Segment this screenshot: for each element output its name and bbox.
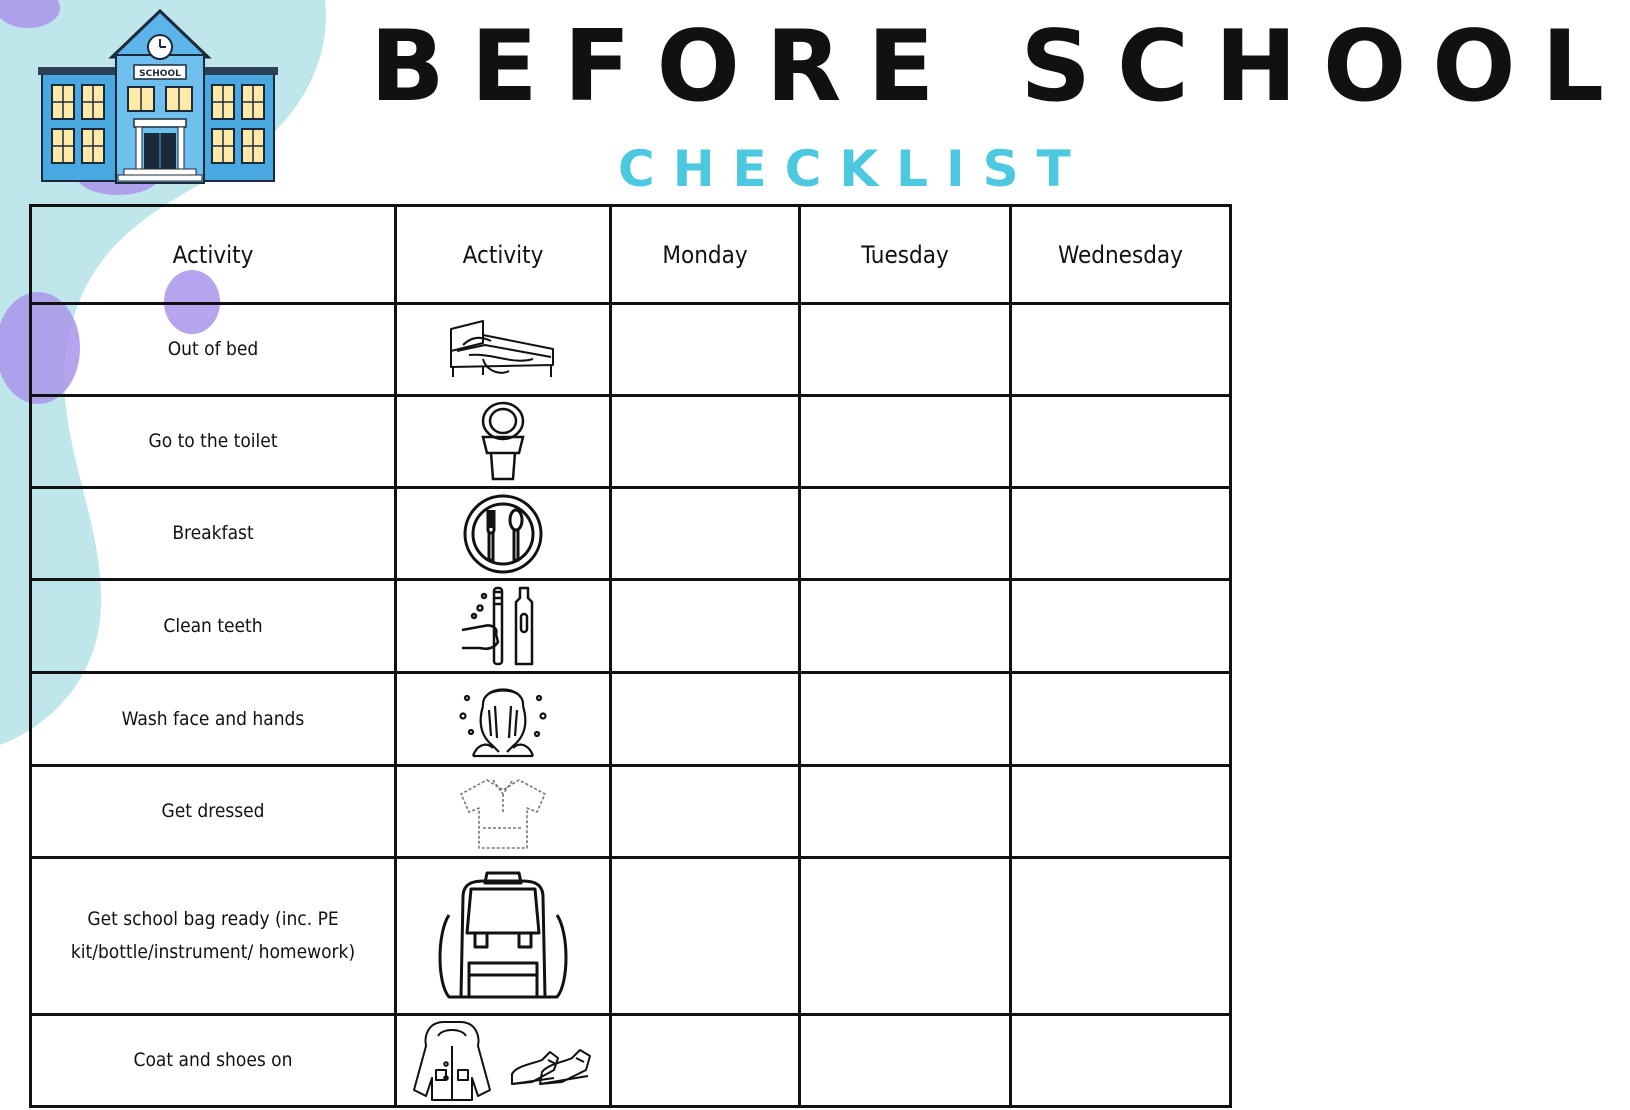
table-row bbox=[31, 673, 1231, 766]
wash-face-icon bbox=[453, 676, 553, 762]
check-cell[interactable] bbox=[611, 488, 800, 580]
table-row bbox=[31, 858, 1231, 1015]
check-cell[interactable] bbox=[611, 304, 800, 396]
check-cell[interactable] bbox=[800, 673, 1011, 766]
check-cell[interactable] bbox=[800, 766, 1011, 858]
column-header: Activity bbox=[396, 206, 611, 304]
check-cell[interactable] bbox=[1011, 488, 1231, 580]
check-cell[interactable] bbox=[800, 396, 1011, 488]
check-cell[interactable] bbox=[611, 673, 800, 766]
check-cell[interactable] bbox=[1011, 396, 1231, 488]
table-row bbox=[31, 1015, 1231, 1107]
table-row bbox=[31, 488, 1231, 580]
backpack-icon bbox=[433, 863, 573, 1009]
page-subtitle: CHECKLIST bbox=[618, 140, 1089, 198]
check-cell[interactable] bbox=[800, 1015, 1011, 1107]
check-cell[interactable] bbox=[1011, 766, 1231, 858]
column-header: Monday bbox=[611, 206, 800, 304]
toilet-icon bbox=[473, 401, 533, 483]
school-sign: SCHOOL bbox=[139, 69, 181, 79]
check-cell[interactable] bbox=[611, 858, 800, 1015]
table-row bbox=[31, 396, 1231, 488]
check-cell[interactable] bbox=[611, 396, 800, 488]
column-header: Wednesday bbox=[1011, 206, 1231, 304]
activity-label: Get school bag ready (inc. PE kit/bottle/instrument/ homework) bbox=[31, 858, 396, 1015]
check-cell[interactable] bbox=[1011, 304, 1231, 396]
activity-label: Out of bed bbox=[31, 304, 396, 396]
activity-label: Go to the toilet bbox=[31, 396, 396, 488]
table-header-row bbox=[31, 206, 1231, 304]
shirt-icon bbox=[453, 772, 553, 852]
check-cell[interactable] bbox=[1011, 858, 1231, 1015]
activity-label: Get dressed bbox=[31, 766, 396, 858]
check-cell[interactable] bbox=[1011, 673, 1231, 766]
column-header: Tuesday bbox=[800, 206, 1011, 304]
check-cell[interactable] bbox=[611, 580, 800, 673]
column-header: Activity bbox=[31, 206, 396, 304]
activity-label: Coat and shoes on bbox=[31, 1015, 396, 1107]
activity-label: Breakfast bbox=[31, 488, 396, 580]
check-cell[interactable] bbox=[800, 304, 1011, 396]
bed-icon bbox=[443, 315, 563, 385]
check-cell[interactable] bbox=[611, 1015, 800, 1107]
plate-cutlery-icon bbox=[461, 492, 545, 576]
activity-label: Wash face and hands bbox=[31, 673, 396, 766]
check-cell[interactable] bbox=[800, 858, 1011, 1015]
table-row bbox=[31, 304, 1231, 396]
table-row bbox=[31, 580, 1231, 673]
check-cell[interactable] bbox=[611, 766, 800, 858]
checklist-table bbox=[29, 204, 1232, 1108]
school-building-icon bbox=[38, 5, 278, 185]
page-title: BEFORE SCHOOL bbox=[370, 10, 1630, 124]
check-cell[interactable] bbox=[1011, 1015, 1231, 1107]
check-cell[interactable] bbox=[1011, 580, 1231, 673]
table-row bbox=[31, 766, 1231, 858]
check-cell[interactable] bbox=[800, 580, 1011, 673]
check-cell[interactable] bbox=[800, 488, 1011, 580]
activity-label: Clean teeth bbox=[31, 580, 396, 673]
toothbrush-icon bbox=[458, 584, 548, 668]
coat-shoes-icon bbox=[408, 1018, 598, 1104]
